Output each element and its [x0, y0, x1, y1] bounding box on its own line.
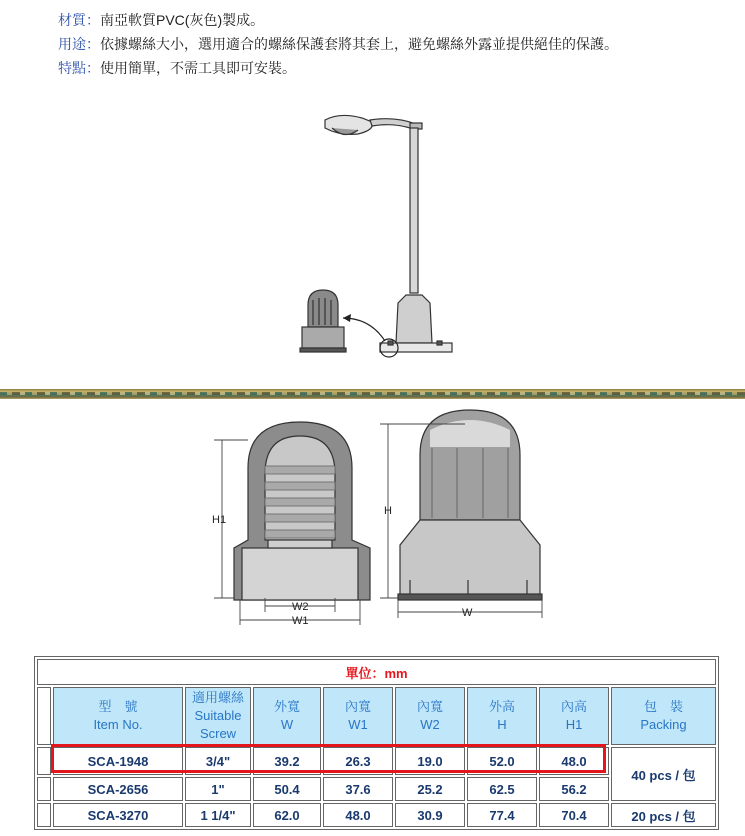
cell-h1: 70.4 — [539, 803, 609, 827]
cell-w2: 30.9 — [395, 803, 465, 827]
header-screw: 適用螺絲 Suitable Screw — [185, 687, 251, 745]
cell-item: SCA-1948 — [53, 747, 183, 775]
header-row — [37, 687, 716, 745]
w1-label: W1 — [292, 615, 309, 627]
cell-w: 39.2 — [253, 747, 321, 775]
row-stub — [37, 803, 51, 827]
h1-label: H1 — [212, 514, 227, 526]
cell-packing: 40 pcs / 包 — [611, 747, 716, 801]
row-stub — [37, 687, 51, 745]
table-row — [37, 747, 716, 775]
h-label: H — [384, 505, 392, 517]
cell-w1: 37.6 — [323, 777, 393, 801]
unit-label: 單位：mm — [37, 659, 716, 685]
cell-item: SCA-2656 — [53, 777, 183, 801]
section-view — [234, 422, 370, 600]
cell-h: 77.4 — [467, 803, 537, 827]
w-label: W — [462, 607, 473, 619]
cell-h1: 48.0 — [539, 747, 609, 775]
header-h: 外高 H — [467, 687, 537, 745]
cell-screw: 1" — [185, 777, 251, 801]
cell-h: 62.5 — [467, 777, 537, 801]
cell-screw: 3/4" — [185, 747, 251, 775]
header-w1: 內寬 W1 — [323, 687, 393, 745]
cell-screw: 1 1/4" — [185, 803, 251, 827]
header-w2: 內寬 W2 — [395, 687, 465, 745]
feature-label: 特點： — [58, 60, 100, 76]
exterior-view — [398, 410, 542, 600]
feature-text: 使用簡單，不需工具即可安裝。 — [100, 60, 296, 76]
table-row — [37, 803, 716, 827]
cell-h: 52.0 — [467, 747, 537, 775]
usage-label: 用途： — [58, 36, 100, 52]
cell-w1: 48.0 — [323, 803, 393, 827]
cell-item: SCA-3270 — [53, 803, 183, 827]
cell-h1: 56.2 — [539, 777, 609, 801]
cell-w: 62.0 — [253, 803, 321, 827]
w2-label: W2 — [292, 601, 309, 613]
usage-text: 依據螺絲大小，選用適合的螺絲保護套將其套上，避免螺絲外露並提供絕佳的保護。 — [100, 36, 618, 52]
header-h1: 內高 H1 — [539, 687, 609, 745]
row-stub — [37, 747, 51, 775]
row-stub — [37, 777, 51, 801]
cell-packing: 20 pcs / 包 — [611, 803, 716, 827]
header-w: 外寬 W — [253, 687, 321, 745]
material-label: 材質： — [58, 12, 100, 28]
cell-w: 50.4 — [253, 777, 321, 801]
header-packing: 包 裝 Packing — [611, 687, 716, 745]
spec-table — [34, 656, 719, 830]
cell-w2: 25.2 — [395, 777, 465, 801]
cell-w1: 26.3 — [323, 747, 393, 775]
header-item: 型 號 Item No. — [53, 687, 183, 745]
cell-w2: 19.0 — [395, 747, 465, 775]
unit-row — [37, 659, 716, 685]
material-text: 南亞軟質PVC(灰色)製成。 — [100, 12, 265, 28]
